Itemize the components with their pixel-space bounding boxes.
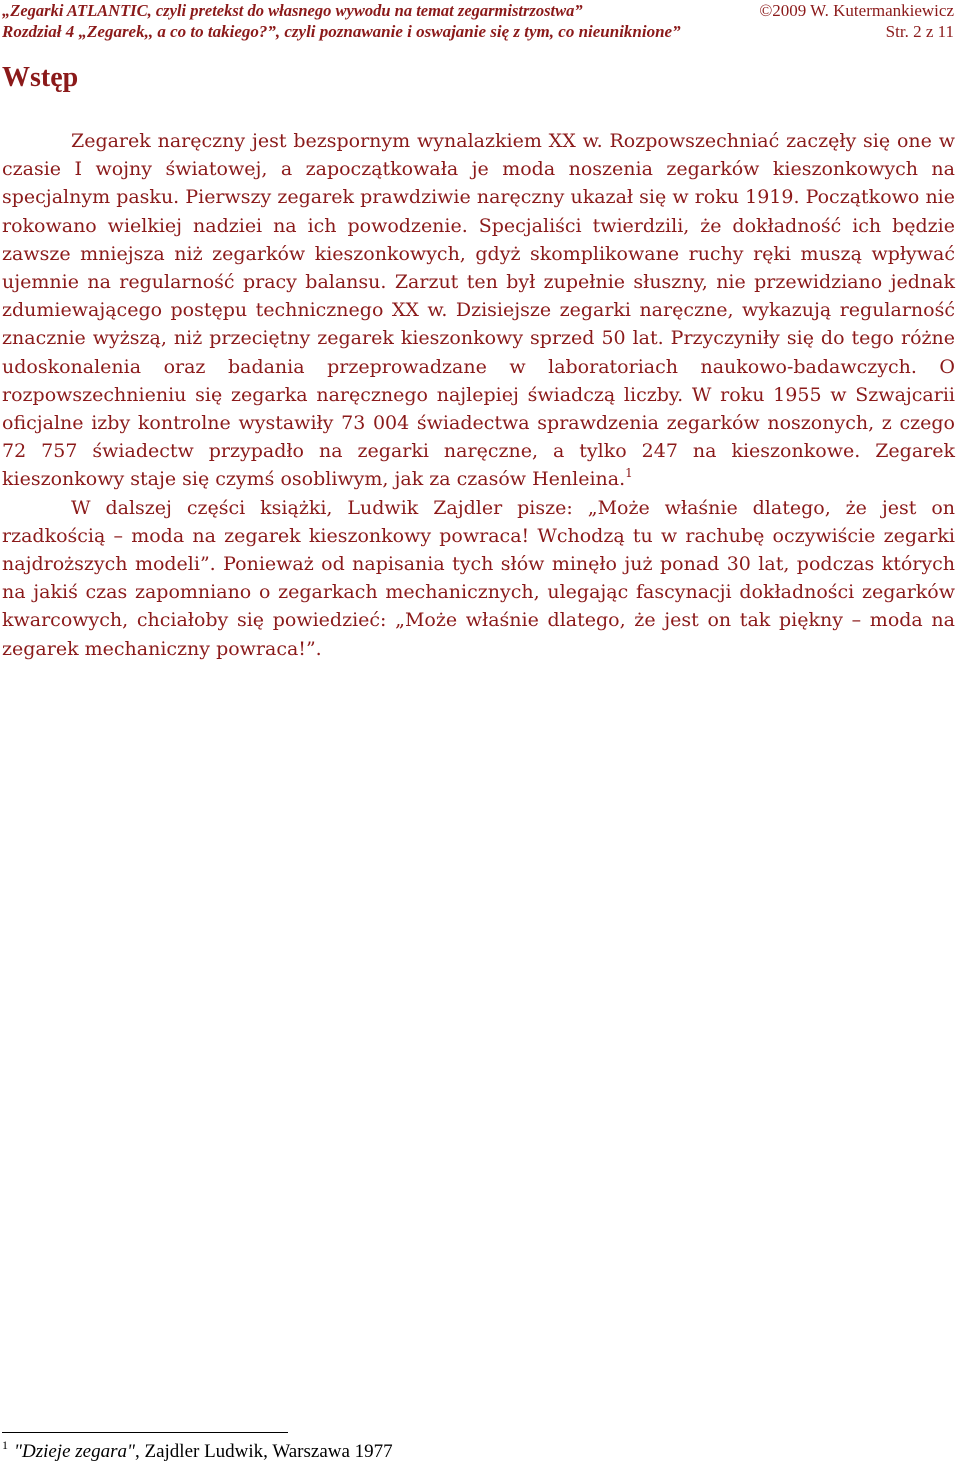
footnote-reference[interactable]: 1 xyxy=(625,466,633,481)
copyright-notice: ©2009 W. Kutermankiewicz xyxy=(759,1,954,20)
header-line-2 xyxy=(2,21,954,42)
footnote xyxy=(2,1438,393,1463)
book-title: „Zegarki ATLANTIC, czyli pretekst do własnego wywodu na temat zegarmistrzostwa” xyxy=(2,1,583,20)
footnote-source-details: , Zajdler Ludwik, Warszawa 1977 xyxy=(134,1441,393,1462)
body-text xyxy=(2,127,955,663)
footnote-source-title: "Dzieje zegara" xyxy=(14,1441,135,1462)
header-line-1 xyxy=(2,0,954,21)
page-number: Str. 2 z 11 xyxy=(885,22,954,41)
footnote-number: 1 xyxy=(2,1438,8,1452)
paragraph-1-text: Zegarek naręczny jest bezspornym wynalazkiem XX w. Rozpowszechniać zaczęły się one w czasie I wojny światowej, a zapoczątkowała je moda noszenia zegarków kieszonkowych na specjalnym pasku. Pierwszy zegarek prawdziwie naręczny ukazał się w roku 1919. Początkowo nie rokowano wielkiej nadziei na ich powodzenie. Specjaliści twierdzili, że dokładność ich będzie zawsze mniejsza niż zegarków kieszonkowych, gdyż skomplikowane ruchy ręki muszą wpływać ujemnie na regularność pracy balansu. Zarzut ten był zupełnie słuszny, nie przewidziano jednak zdumiewającego postępu technicznego XX w. Dzisiejsze zegarki naręczne, wykazują regularność znacznie wyższą, niż przeciętny zegarek kieszonkowy sprzed 50 lat. Przyczyniły się do tego różne udoskonalenia oraz badania przeprowadzane w laboratoriach naukowo-badawczych. O rozpowszechnieniu się zegarka naręcznego najlepiej świadczą liczby. W roku 1955 w Szwajcarii oficjalne izby kontrolne wystawiły 73 004 świadectwa sprawdzenia zegarków noszonych, z czego 72 757 świadectw przypadło na zegarki naręczne, a tylko 247 na kieszonkowe. Zegarek kieszonkowy staje się czymś osobliwym, jak za czasów Henleina. xyxy=(2,130,955,491)
paragraph-2: W dalszej części książki, Ludwik Zajdler pisze: „Może właśnie dlatego, że jest on rzadkością – moda na zegarek kieszonkowy powraca! Wchodzą tu w rachubę oczywiście zegarki najdroższych modeli”. Ponieważ od napisania tych słów minęło już ponad 30 lat, podczas których na jakiś czas zapomniano o zegarkach mechanicznych, ulegając fascynacji dokładności zegarków kwarcowych, chciałoby się powiedzieć: „Może właśnie dlatego, że jest on tak piękny – moda na zegarek mechaniczny powraca!”. xyxy=(2,496,955,660)
page-header xyxy=(2,0,954,42)
footnote-separator xyxy=(2,1432,288,1433)
section-title: Wstęp xyxy=(2,62,79,93)
paragraph-1 xyxy=(2,127,955,494)
chapter-title: Rozdział 4 „Zegarek,, a co to takiego?”, czyli poznawanie i oswajanie się z tym, co nieuniknione” xyxy=(2,22,681,41)
